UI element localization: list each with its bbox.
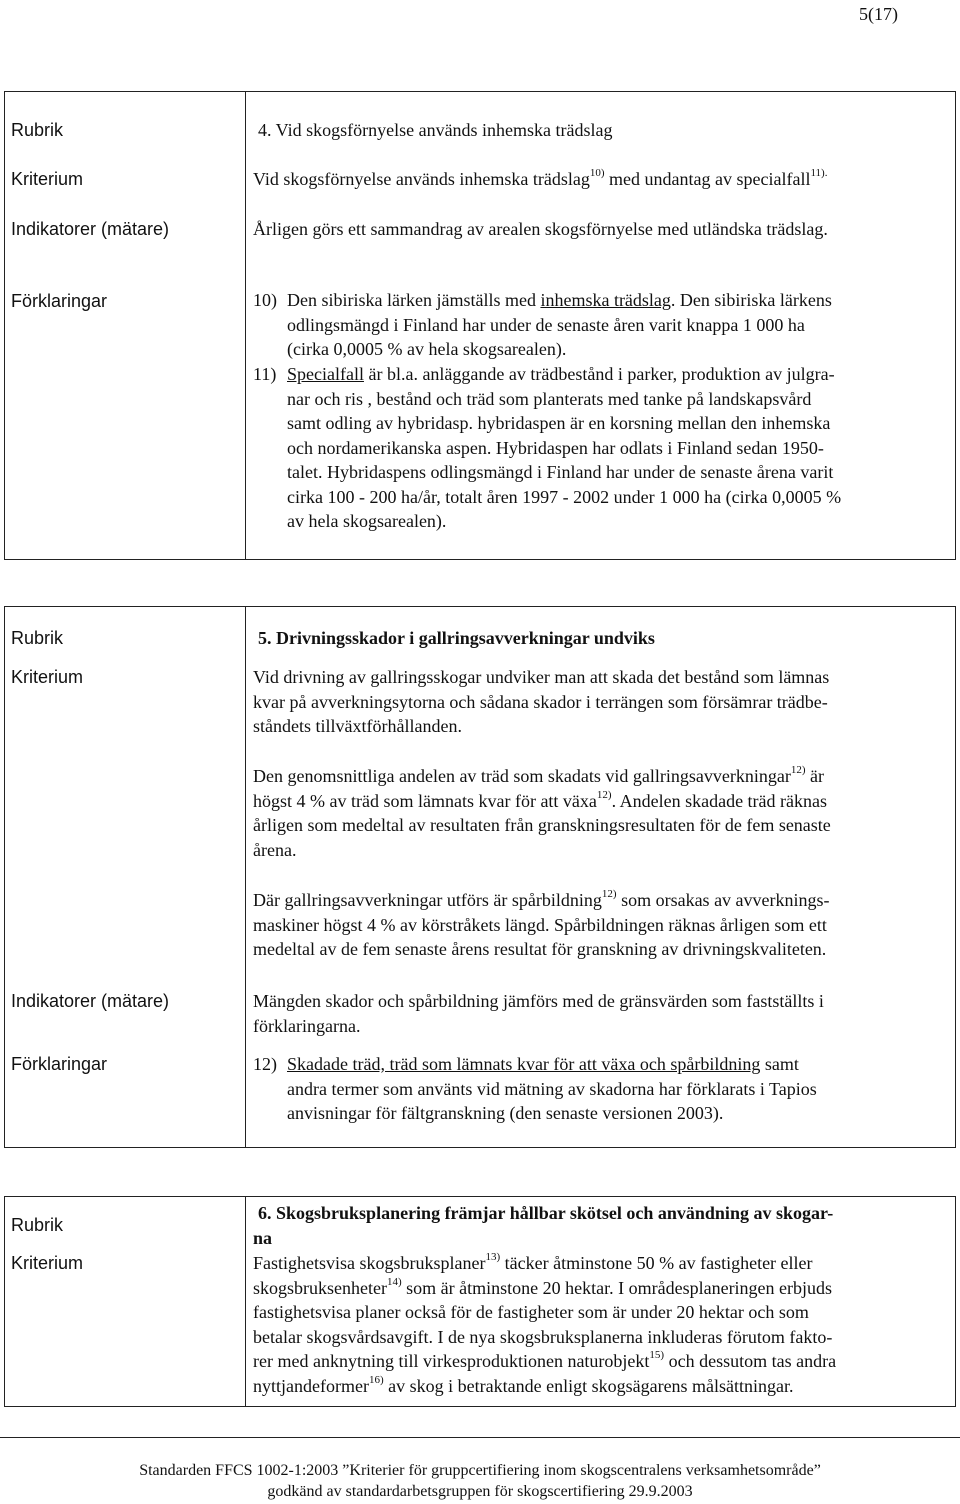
footnote-text: anvisningar för fältgranskning (den senaste versionen 2003).	[287, 1103, 724, 1123]
footnote-term: inhemska trädslag	[540, 290, 671, 310]
section-5-rubrik: 5. Drivningsskador i gallringsavverkningar undviks	[258, 628, 655, 648]
paragraph-text: av skog i betraktande enligt skogsägarens målsättningar.	[383, 1375, 794, 1396]
section-6-rubrik	[253, 1201, 834, 1250]
footnote-12	[253, 1052, 953, 1128]
label-indikatorer: Indikatorer (mätare)	[11, 219, 170, 239]
section-5-kriterium-p1	[253, 665, 829, 739]
label-rubrik: Rubrik	[11, 1215, 64, 1235]
paragraph-text: skogsbruksenheter	[253, 1277, 387, 1298]
label-kriterium: Kriterium	[11, 169, 84, 189]
footnote-text: nar och ris , bestånd och träd som planterats med tanke på landskapsvård	[287, 388, 812, 409]
paragraph-line: Mängden skador och spårbildning jämförs med de gränsvärden som fastställts i	[253, 991, 824, 1011]
paragraph-line: årena.	[253, 839, 297, 860]
paragraph-text: rer med anknytning till virkesproduktionen naturobjekt	[253, 1351, 650, 1371]
label-kriterium: Kriterium	[11, 667, 84, 687]
paragraph-line: förklaringarna.	[253, 1015, 361, 1036]
footer-divider	[0, 1437, 960, 1438]
paragraph-text: och dessutom tas andra	[664, 1351, 837, 1371]
paragraph-line: betalar skogsvårdsavgift. I de nya skogsbruksplanerna inkluderas förutom fakto-	[253, 1326, 833, 1347]
footnote-text: andra termer som använts vid mätning av skadorna har förklarats i Tapios	[287, 1078, 817, 1099]
footer-line-1: Standarden FFCS 1002-1:2003 ”Kriterier för gruppcertifiering inom skogscentralens verksamhetsområde”	[139, 1462, 821, 1479]
label-forklaringar: Förklaringar	[11, 1054, 108, 1074]
footnote-text: är bl.a. anläggande av trädbestånd i parker, produktion av julgra-	[363, 364, 835, 384]
section-5-table	[4, 606, 956, 1148]
paragraph-text: är	[805, 766, 825, 786]
paragraph-line: kvar på avverkningsytorna och sådana skador i terrängen som försämrar trädbe-	[253, 691, 828, 712]
footnote-text: (cirka 0,0005 % av hela skogsarealen).	[287, 339, 567, 359]
paragraph-line: medeltal av de fem senaste årens resultat för granskning av drivningskvaliteten.	[253, 939, 827, 959]
footnote-text: samt odling av hybridasp. hybridaspen är en korsning mellan den inhemska	[287, 413, 831, 433]
footnote-text: talet. Hybridaspens odlingsmängd i Finland har under de senaste årena varit	[287, 462, 834, 482]
paragraph-line: Vid drivning av gallringsskogar undviker man att skada det bestånd som lämnas	[253, 667, 830, 687]
paragraph-text: täcker åtminstone 50 % av fastigheter eller	[500, 1253, 813, 1273]
paragraph-text: . Andelen skadade träd räknas	[611, 790, 828, 811]
paragraph-text: som är åtminstone 20 hektar. I områdesplaneringen erbjuds	[401, 1277, 833, 1298]
footnote-10	[253, 288, 953, 358]
section-6-kriterium	[253, 1251, 836, 1398]
section-5-kriterium-p3	[253, 888, 830, 962]
paragraph-text: Den genomsnittliga andelen av träd som skadats vid gallringsavverkningar	[253, 766, 791, 786]
footnote-ref-12: 12)	[601, 888, 617, 900]
label-rubrik: Rubrik	[11, 628, 64, 648]
footnote-ref-11: 11).	[810, 167, 828, 179]
footnote-text: odlingsmängd i Finland har under de senaste åren varit knappa 1 000 ha	[287, 314, 805, 335]
footnote-text: Den sibiriska lärken jämställs med	[287, 290, 541, 310]
section-6-column-divider	[245, 1197, 246, 1406]
footnote-number: 11)	[253, 364, 277, 384]
label-kriterium: Kriterium	[11, 1253, 84, 1273]
footnote-ref-12: 12)	[596, 788, 612, 801]
paragraph-text: som orsakas av avverknings-	[616, 890, 830, 910]
footnote-ref-10: 10)	[589, 167, 605, 179]
footnote-ref-16: 16)	[368, 1373, 384, 1386]
paragraph-text: nyttjandeformer	[253, 1375, 369, 1396]
rubrik-line: na	[253, 1227, 273, 1248]
paragraph-line: maskiner högst 4 % av körstråkets längd. Spårbildningen räknas årligen som ett	[253, 914, 827, 935]
kriterium-text: Vid skogsförnyelse används inhemska trädslag	[253, 169, 590, 189]
footnote-text: och nordamerikanska aspen. Hybridaspen har odlats i Finland sedan 1950-	[287, 437, 824, 458]
footnote-text: samt	[760, 1054, 799, 1074]
label-indikatorer: Indikatorer (mätare)	[11, 991, 170, 1011]
footnote-ref-12: 12)	[790, 764, 806, 776]
kriterium-text-cont: med undantag av specialfall	[604, 169, 811, 189]
footnote-text: cirka 100 - 200 ha/år, totalt åren 1997 - 2002 under 1 000 ha (cirka 0,0005 %	[287, 486, 842, 507]
footnote-ref-14: 14)	[386, 1275, 402, 1288]
label-rubrik: Rubrik	[11, 120, 64, 140]
footnote-number: 12)	[253, 1054, 277, 1074]
footnote-11	[253, 362, 953, 542]
page-number: 5(17)	[859, 4, 898, 24]
section-6-table	[4, 1196, 956, 1407]
section-4-rubrik: 4. Vid skogsförnyelse används inhemska trädslag	[258, 120, 613, 140]
footnote-ref-13: 13)	[485, 1251, 501, 1263]
rubrik-line: 6. Skogsbruksplanering främjar hållbar skötsel och användning av skogar-	[258, 1203, 834, 1223]
paragraph-line: fastighetsvisa planer också för de fastigheter som är under 20 hektar och som	[253, 1302, 809, 1322]
section-5-indikator	[253, 989, 824, 1038]
paragraph-line: ståndets tillväxtförhållanden.	[253, 716, 462, 736]
section-4-table	[4, 91, 956, 560]
footnote-text: . Den sibiriska lärkens	[670, 290, 832, 310]
footnote-text: av hela skogsarealen).	[287, 511, 447, 531]
paragraph-text: högst 4 % av träd som lämnats kvar för att växa	[253, 790, 597, 811]
section-4-kriterium	[253, 167, 827, 192]
section-4-column-divider	[245, 92, 246, 559]
footnote-term: Specialfall	[287, 364, 364, 384]
section-4-indikator: Årligen görs ett sammandrag av arealen skogsförnyelse med utländska trädslag.	[253, 219, 828, 239]
footnote-term: Skadade träd, träd som lämnats kvar för att växa och spårbildning	[287, 1054, 761, 1074]
footnote-ref-15: 15)	[649, 1349, 665, 1361]
footnote-number: 10)	[253, 290, 277, 310]
section-5-column-divider	[245, 607, 246, 1147]
label-forklaringar: Förklaringar	[11, 291, 108, 311]
paragraph-line: årligen som medeltal av resultaten från granskningsresultaten för de fem senaste	[253, 815, 831, 835]
paragraph-text: Där gallringsavverkningar utförs är spårbildning	[253, 890, 602, 910]
section-5-kriterium-p2	[253, 764, 831, 862]
paragraph-text: Fastighetsvisa skogsbruksplaner	[253, 1253, 486, 1273]
footer-line-2: godkänd av standardarbetsgruppen för skogscertifiering 29.9.2003	[267, 1483, 693, 1500]
